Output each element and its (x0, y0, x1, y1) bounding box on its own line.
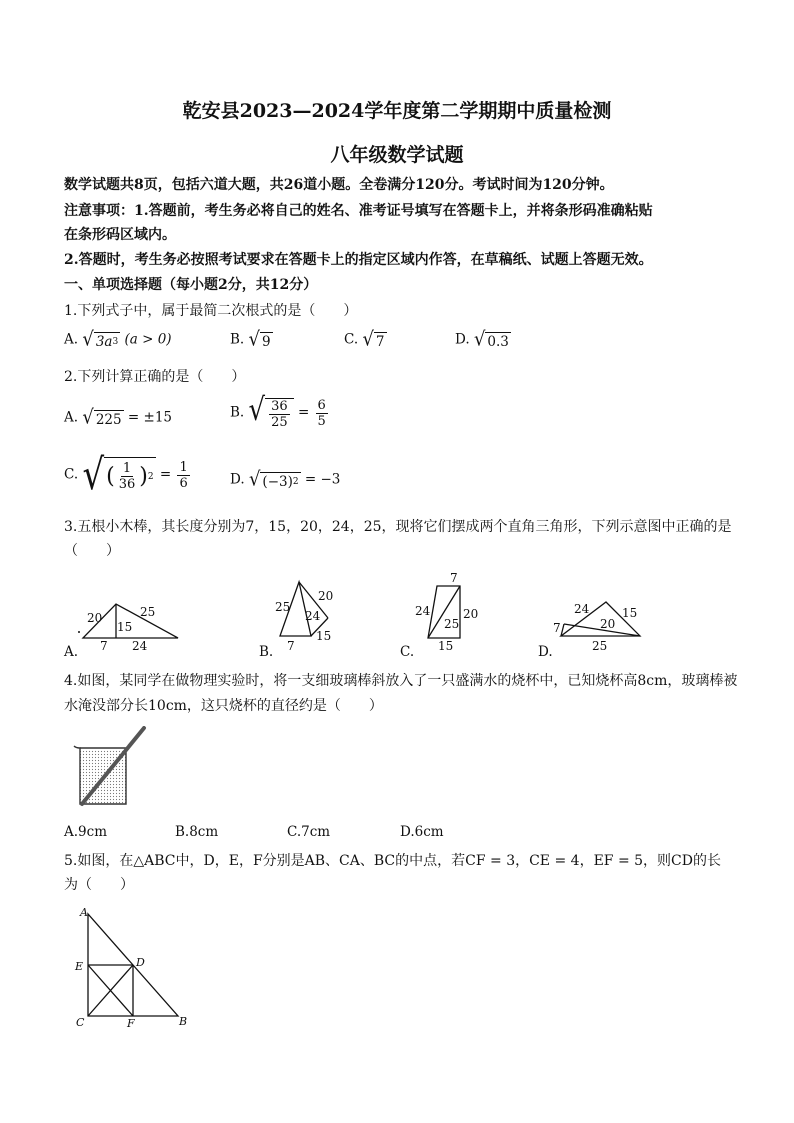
q3-stem-1: 3.五根小木棒，其长度分别为7，15，20，24，25，现将它们摆成两个直角三角形，下列示意图中正确的是 (64, 519, 732, 535)
q5-point-c: C (76, 1016, 85, 1029)
q3-c-label-20: 20 (463, 607, 479, 621)
q4-stem-1: 4.如图，某同学在做物理实验时，将一支细玻璃棒斜放入了一只盛满水的烧杯中，已知烧杯高8cm，玻璃棒被 (64, 673, 738, 689)
q5-point-f: F (127, 1017, 135, 1030)
q1-d-radicand: 0.3 (487, 333, 509, 350)
q2-b-rden: 5 (317, 413, 326, 429)
q3-option-c: C. (400, 644, 415, 660)
q1-a-radicand: 3a (95, 333, 113, 350)
intro-line-1: 数学试题共8页，包括六道大题，共26道小题。全卷满分120分。考试时间为120分钟。 (64, 177, 614, 193)
q4-option-a: A.9cm (64, 824, 107, 840)
q4-option-d: D.6cm (400, 824, 444, 840)
q5-point-b: B (179, 1015, 188, 1028)
q4-option-c: C.7cm (287, 824, 331, 840)
q1-b-label: B. (230, 331, 245, 348)
intro-line-3: 在条形码区域内。 (64, 227, 176, 243)
q2-c-num: 1 (122, 461, 132, 476)
q3-d-label-7: 7 (553, 621, 561, 635)
q2-option-b: B. √ $\frac{36}{25}$ = $\frac{6}{5}$ (230, 392, 326, 430)
q2-b-rnum: 6 (317, 397, 326, 413)
q2-c-eq: = (159, 466, 172, 483)
q3-b-label-20: 20 (318, 589, 334, 603)
q3-d-label-25: 25 (592, 639, 608, 653)
intro-line-2: 注意事项：1.答题前，考生务必将自己的姓名、准考证号填写在答题卡上，并将条形码准确粘贴 (64, 203, 653, 219)
q3-d-label-24: 24 (574, 602, 590, 616)
q3-a-label-15: 15 (117, 620, 133, 634)
q2-c-label: C. (64, 466, 79, 483)
q2-option-c: C. √ ( $\frac{1}{36}$ ) 2 = $\frac{1}{6}$ (64, 450, 188, 500)
q4-stem-2: 水淹没部分长10cm，这只烧杯的直径约是（ ） (64, 698, 383, 714)
q3-option-a: A. (64, 644, 79, 660)
q1-option-d: D. √ 0.3 (455, 327, 509, 351)
q4-beaker-figure (70, 726, 152, 810)
q3-a-label-20: 20 (87, 611, 103, 625)
q1-option-b: B. √ 9 (230, 327, 271, 351)
q3-c-label-7: 7 (450, 571, 458, 585)
q3-d-label-15: 15 (622, 606, 638, 620)
section-heading: 一、单项选择题（每小题2分，共12分） (64, 277, 318, 293)
q3-b-label-24: 24 (305, 609, 321, 623)
q5-point-a: A (80, 906, 88, 919)
q5-point-d: D (136, 956, 145, 969)
q2-c-rnum: 1 (179, 459, 188, 475)
q3-a-label-24: 24 (132, 639, 148, 653)
q3-b-label-25: 25 (275, 600, 291, 614)
q2-b-label: B. (230, 404, 245, 421)
q3-a-label-7: 7 (100, 639, 108, 653)
q1-option-a (64, 327, 172, 351)
q3-b-label-7: 7 (287, 639, 295, 653)
q2-c-den: 36 (118, 477, 136, 492)
q2-option-d: D. √ (−3) 2 = −3 (230, 467, 341, 491)
q3-figure-b (272, 574, 342, 654)
q3-a-label-25: 25 (140, 605, 156, 619)
q1-a-sqrt: √ 3a 3 (82, 327, 119, 351)
q5-point-e: E (75, 960, 84, 973)
q5-stem-1: 5.如图，在△ABC中，D，E，F分别是AB、CA、BC的中点，若CF = 3，CE = 4，EF = 5，则CD的长 (64, 853, 721, 869)
q5-stem-2: 为（ ） (64, 877, 134, 893)
q1-b-radicand: 9 (262, 333, 271, 350)
q2-c-exp: 2 (147, 471, 154, 482)
q1-a-label: A. (64, 331, 79, 348)
q2-b-den: 25 (271, 415, 288, 430)
q2-b-eq: = (297, 404, 310, 421)
q3-stem-2: （ ） (64, 543, 120, 559)
q2-stem: 2.下列计算正确的是（ ） (64, 369, 246, 385)
q1-c-label: C. (344, 331, 359, 348)
q2-d-exp: 2 (292, 476, 299, 487)
q2-d-base: (−3) (262, 473, 293, 490)
q3-c-label-25: 25 (444, 617, 460, 631)
q2-a-rhs: = ±15 (127, 409, 172, 426)
q2-c-rden: 6 (179, 475, 188, 491)
q1-a-exp: 3 (112, 336, 119, 347)
exam-title: 乾安县2023—2024学年度第二学期期中质量检测 (182, 100, 612, 122)
q3-b-label-15: 15 (316, 629, 332, 643)
q1-c-radicand: 7 (375, 333, 385, 350)
q1-stem: 1.下列式子中，属于最简二次根式的是（ ） (64, 303, 358, 319)
intro-line-4: 2.答题时，考生务必按照考试要求在答题卡上的指定区域内作答，在草稿纸、试题上答题无效。 (64, 252, 653, 268)
q3-c-label-24: 24 (415, 604, 431, 618)
q1-option-c: C. √ 7 (344, 327, 385, 351)
q1-d-label: D. (455, 331, 470, 348)
q3-c-label-15: 15 (438, 639, 454, 653)
q1-a-condition: (a > 0) (124, 331, 172, 348)
q3-figure-c (410, 570, 482, 654)
q3-option-b: B. (259, 644, 274, 660)
q2-d-rhs: = −3 (304, 471, 341, 488)
q3-d-label-20: 20 (600, 617, 616, 631)
q5-triangle-figure (66, 900, 196, 1034)
q3-figure-d (550, 594, 660, 656)
q2-d-label: D. (230, 471, 245, 488)
q2-a-label: A. (64, 409, 79, 426)
q3-option-d: D. (538, 644, 553, 660)
q3-figure-a (60, 594, 190, 658)
q2-a-radicand: 225 (95, 411, 122, 428)
q2-option-a: A. √ 225 = ±15 (64, 405, 172, 429)
q2-b-num: 36 (271, 399, 288, 414)
exam-subtitle: 八年级数学试题 (330, 144, 464, 166)
q4-option-b: B.8cm (175, 824, 219, 840)
